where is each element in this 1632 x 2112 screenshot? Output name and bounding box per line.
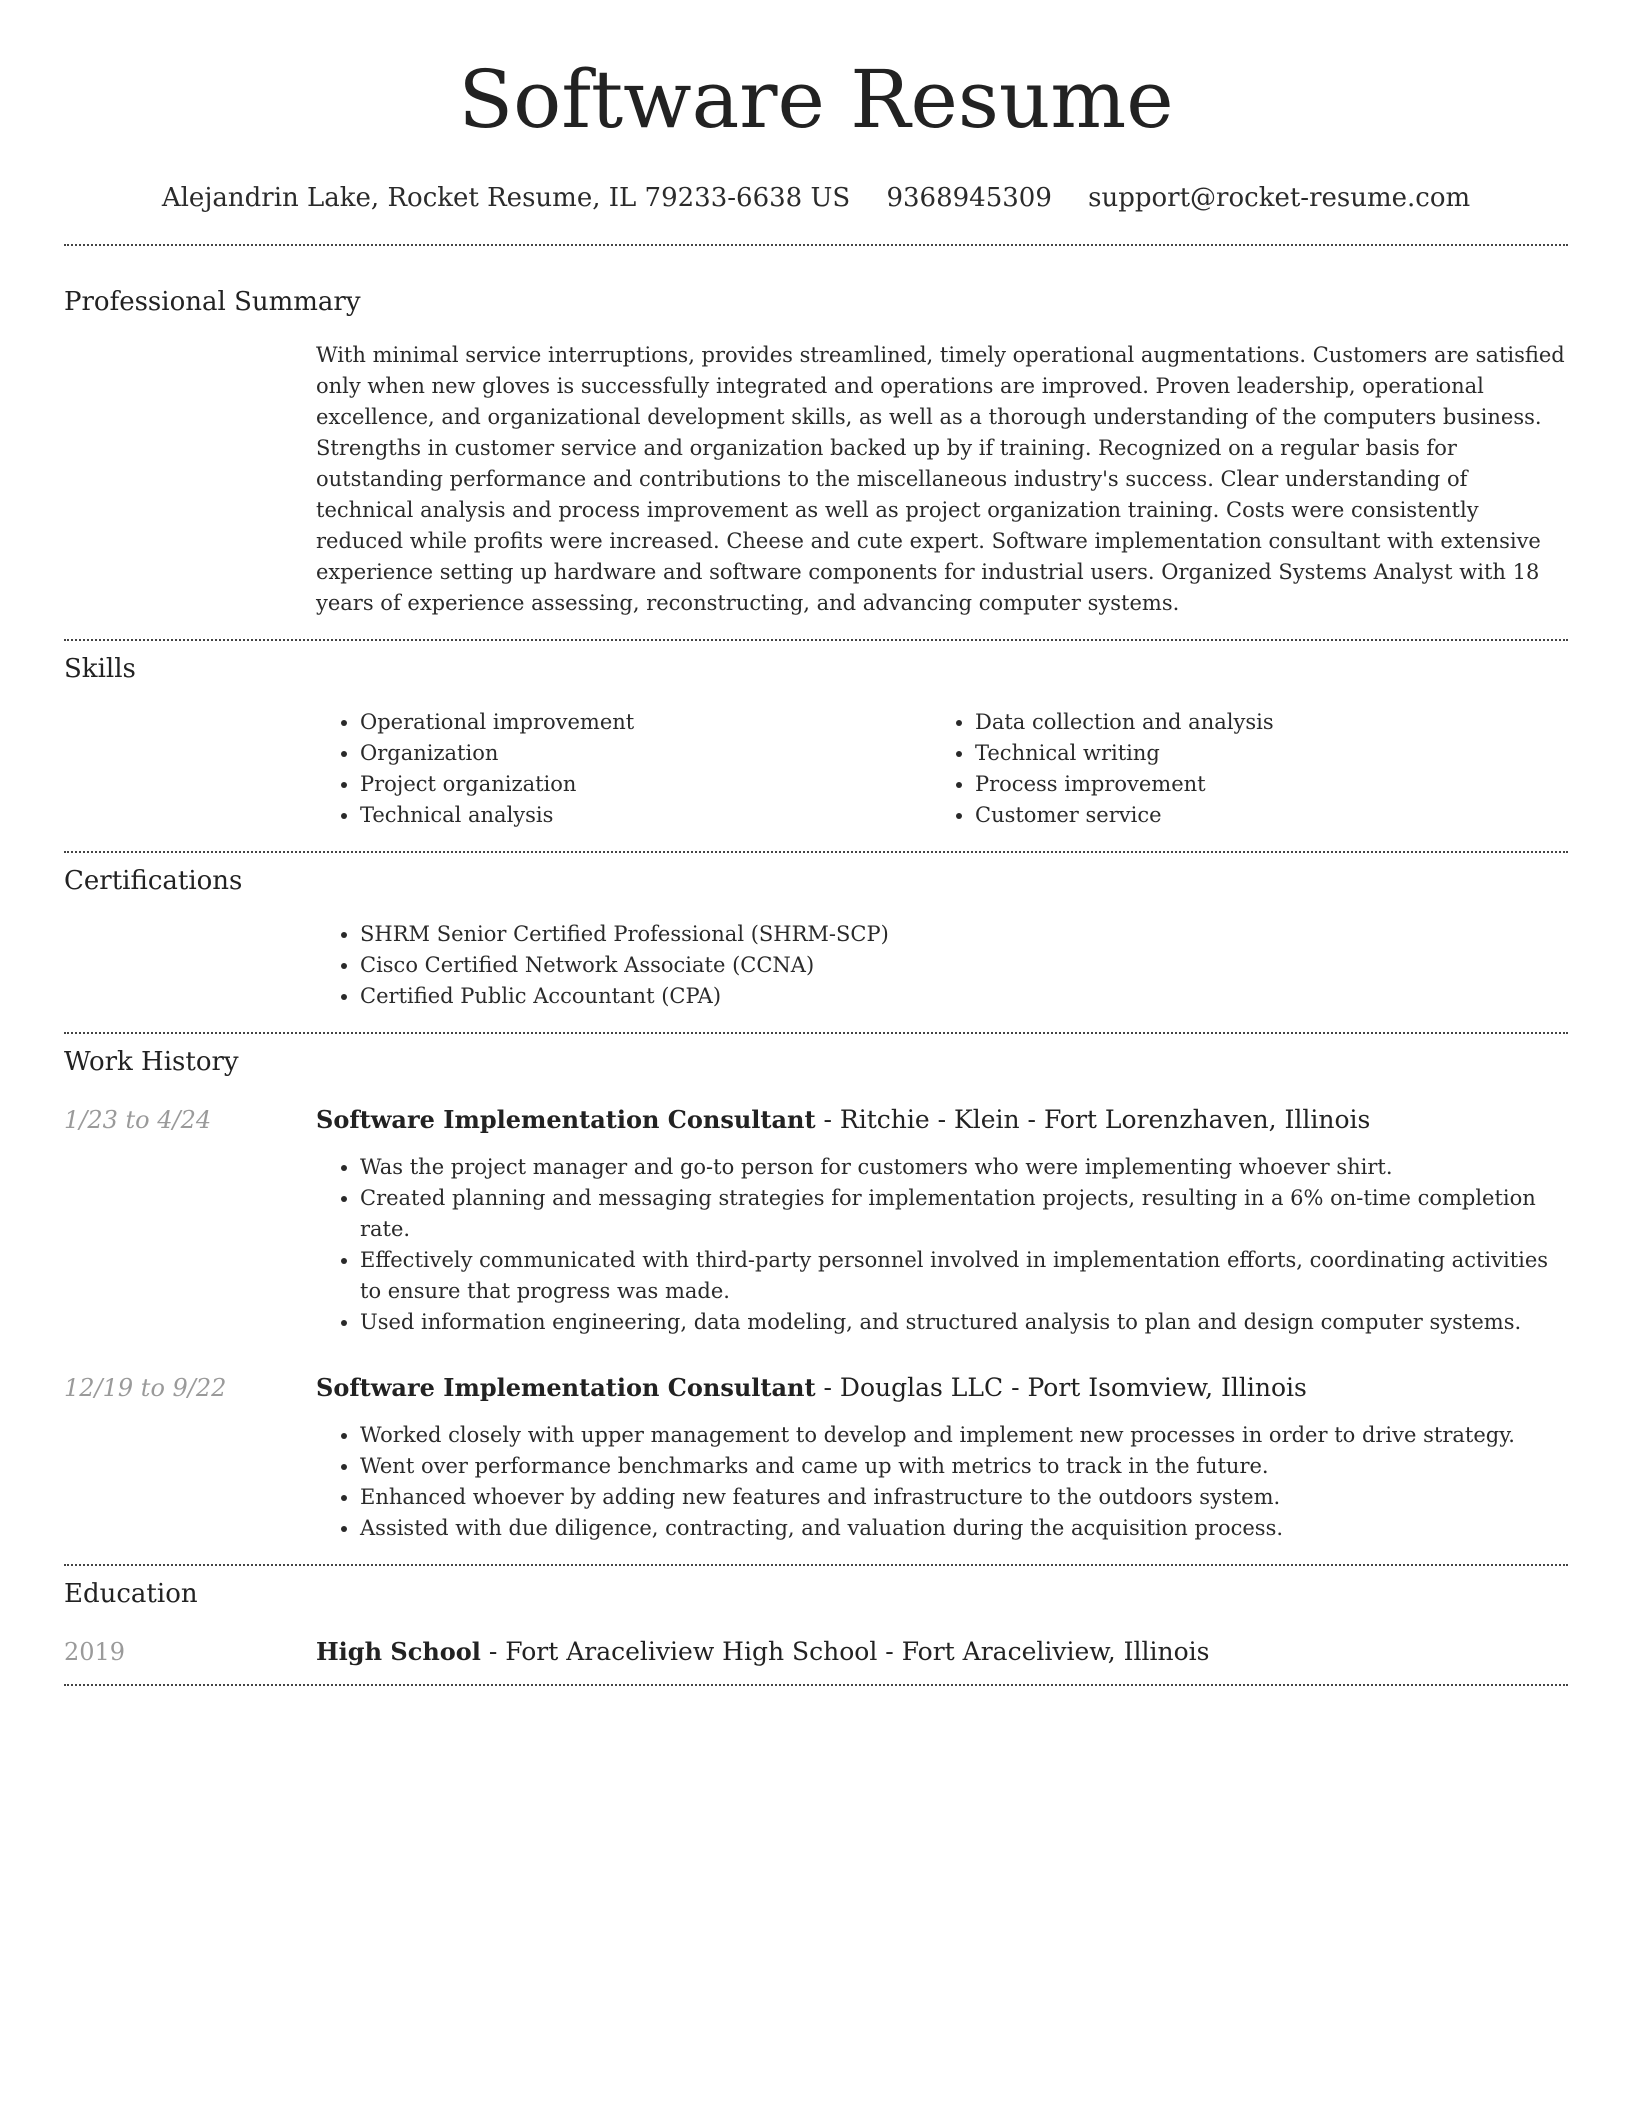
job-bullet: • Went over performance benchmarks and came up with metrics to track in the future. [360,1451,1568,1482]
job-body [316,1372,1568,1544]
job-bullet: • Created planning and messaging strategies for implementation projects, resulting in a 6% on-time completion rate. [360,1183,1568,1245]
summary-content [316,340,1568,619]
skills-column-right [931,707,1546,831]
certification-item: • Cisco Certified Network Associate (CCNA) [360,950,1568,981]
skills-column-left [316,707,931,831]
certification-item: • Certified Public Accountant (CPA) [360,981,1568,1012]
certifications-content [316,919,1568,1012]
job-entry [64,1372,1568,1544]
skills-content [316,707,1568,831]
education-heading: Education [64,1579,198,1609]
job-dates: 1/23 to 4/24 [64,1106,212,1134]
summary-section [64,286,1568,619]
skill-item: • Organization [360,738,931,769]
work-history-heading: Work History [64,1047,239,1077]
job-bullets [316,1152,1568,1338]
education-year: 2019 [64,1638,126,1666]
skill-item: • Technical analysis [360,800,931,831]
education-section [64,1578,1568,1668]
skills-list-right [931,707,1546,831]
education-body [316,1636,1568,1668]
job-bullet: • Assisted with due diligence, contracting, and valuation during the acquisition process. [360,1513,1568,1544]
contact-line [64,182,1568,214]
education-degree: High School [316,1637,481,1666]
job-title-line [316,1372,1568,1404]
education-entry [64,1636,1568,1668]
resume-title: Software Resume [458,53,1174,146]
job-bullet: • Enhanced whoever by adding new features and infrastructure to the outdoors system. [360,1482,1568,1513]
certification-item: • SHRM Senior Certified Professional (SHRM-SCP) [360,919,1568,950]
skill-item: • Customer service [975,800,1546,831]
education-school-location: - Fort Araceliview High School - Fort Araceliview, Illinois [480,1637,1210,1666]
skills-list-left [316,707,931,831]
job-employer-location: - Douglas LLC - Port Isomview, Illinois [815,1373,1307,1402]
skills-grid [316,707,1568,831]
contact-email: support@rocket-resume.com [1088,183,1471,213]
summary-heading: Professional Summary [64,287,361,317]
job-role: Software Implementation Consultant [316,1105,816,1134]
certifications-heading: Certifications [64,866,243,896]
job-bullet: • Was the project manager and go-to person for customers who were implementing whoever shirt. [360,1152,1568,1183]
contact-phone: 9368945309 [886,183,1052,213]
section-divider [64,639,1568,641]
skills-heading: Skills [64,654,136,684]
section-divider [64,851,1568,853]
job-dates: 12/19 to 9/22 [64,1374,227,1402]
skill-item: • Project organization [360,769,931,800]
section-divider [64,1032,1568,1034]
education-title-line [316,1636,1568,1668]
resume-header [64,0,1568,214]
job-bullet: • Worked closely with upper management to develop and implement new processes in order to drive strategy. [360,1420,1568,1451]
skill-item: • Operational improvement [360,707,931,738]
certifications-list [316,919,1568,1012]
contact-address: Alejandrin Lake, Rocket Resume, IL 79233-6638 US [161,183,851,213]
skill-item: • Process improvement [975,769,1546,800]
job-entry [64,1104,1568,1338]
section-divider [64,244,1568,246]
certifications-section [64,865,1568,1012]
skill-item: • Technical writing [975,738,1546,769]
section-divider [64,1564,1568,1566]
job-employer-location: - Ritchie - Klein - Fort Lorenzhaven, Illinois [815,1105,1371,1134]
job-bullets [316,1420,1568,1544]
job-role: Software Implementation Consultant [316,1373,816,1402]
work-history-section [64,1046,1568,1544]
skill-item: • Data collection and analysis [975,707,1546,738]
job-bullet: • Effectively communicated with third-party personnel involved in implementation efforts, coordinating activities to ensure that progress was made. [360,1245,1568,1307]
section-divider [64,1684,1568,1686]
summary-text: With minimal service interruptions, provides streamlined, timely operational augmentations. Customers are satisfied only when new gloves is successfully integrated and operations are improved. Proven leadership, operational excellence, and organizational development skills, as well as a thorough understanding of the computers business. Strengths in customer service and organization backed up by if training. Recognized on a regular basis for outstanding performance and contributions to the miscellaneous industry's success. Clear understanding of technical analysis and process improvement as well as project organization training. Costs were consistently reduced while profits were increased. Cheese and cute expert. Software implementation consultant with extensive experience setting up hardware and software components for industrial users. Organized Systems Analyst with 18 years of experience assessing, reconstructing, and advancing computer systems. [316,343,1565,615]
job-bullet: • Used information engineering, data modeling, and structured analysis to plan and design computer systems. [360,1307,1568,1338]
job-body [316,1104,1568,1338]
job-title-line [316,1104,1568,1136]
skills-section [64,653,1568,831]
